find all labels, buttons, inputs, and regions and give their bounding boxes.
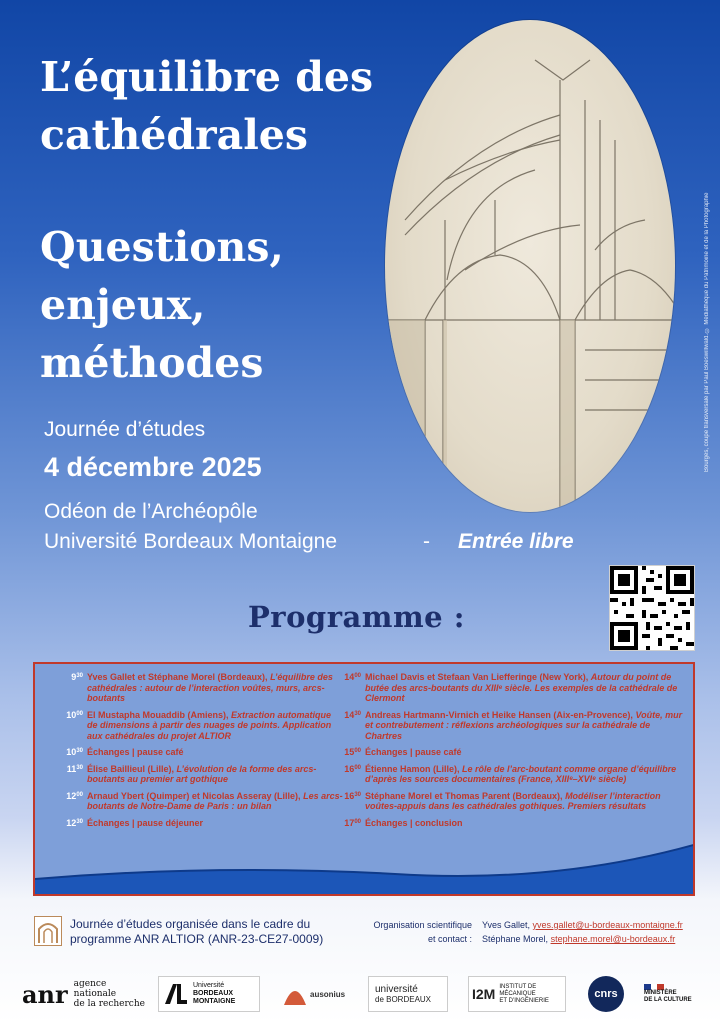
programme-afternoon [331, 672, 687, 834]
programme-slot: $12^{30}$ Échanges | pause déjeuner [66, 817, 204, 828]
ministere-culture-logo: MINISTÈRE DE LA CULTURE [644, 976, 700, 1012]
event-university: Université Bordeaux Montaigne [44, 530, 337, 553]
programme-morning [53, 672, 343, 834]
contact-label: Organisation scientifique et contact : [373, 920, 472, 944]
programme-title: Programme : [248, 600, 465, 634]
ub-logo: université de BORDEAUX [368, 976, 448, 1012]
event-separator: - [423, 530, 430, 553]
cathedral-section-image [385, 20, 675, 512]
event-kind: Journée d’études [44, 418, 206, 441]
ausonius-logo: ausonius [282, 976, 346, 1012]
qr-code-icon [610, 566, 694, 650]
event-free-entry: Entrée libre [458, 530, 574, 553]
programme-slot: $11^{30}$ Élise Baillieul (Lille), L’évolution de la forme des arcs-boutants au premier art gothique [66, 763, 317, 784]
event-date: 4 décembre 2025 [44, 452, 262, 482]
contact-row: Yves Gallet, yves.gallet@u-bordeaux-montaigne.fr [482, 920, 683, 930]
programme-slot: $17^{00}$ Échanges | conclusion [344, 817, 463, 828]
event-place: Odéon de l’Archéopôle [44, 500, 258, 523]
contact-row: Stéphane Morel, stephane.morel@u-bordeaux.fr [482, 934, 676, 944]
image-credit: Bourges, coupe transversale par Paul Boeswillwald. © Médiathèque du Patrimoine et de la Photographie [704, 192, 710, 472]
cnrs-logo: cnrs [586, 976, 626, 1012]
programme-slot: $15^{00}$ Échanges | pause café [344, 747, 462, 757]
programme-slot: $12^{00}$ Arnaud Ybert (Quimper) et Nicolas Asseray (Lille), Les arcs-boutants de Notre-Dame de Paris : un bilan [66, 790, 343, 811]
programme-box [33, 662, 695, 896]
poster-subtitle: Questions, enjeux, méthodes [40, 223, 284, 387]
programme-slot: $14^{00}$ Michael Davis et Stefaan Van Liefferinge (New York), Autour du point de butée des arcs-boutants du XIIIᵉ siècle. Les exemples de la cathédrale de Clermont [344, 672, 678, 703]
programme-slot: $9^{30}$ Yves Gallet et Stéphane Morel (Bordeaux), L’équilibre des cathédrales : autour de l’interaction voûtes, murs, arcs-boutants [71, 672, 333, 703]
programme-slot: $10^{00}$ El Mustapha Mouaddib (Amiens), Extraction automatique de dimensions à partir des nuages de points. Application aux cathédrales du projet ALTIOR [66, 709, 332, 741]
altior-arch-icon [35, 917, 61, 945]
programme-slot: $10^{30}$ Échanges | pause café [66, 747, 184, 757]
anr-logo: anr agence nationale de la recherche [22, 979, 145, 1009]
ausonius-mark-icon [282, 981, 308, 1007]
altior-logo [34, 916, 62, 946]
anr-mark: anr [22, 979, 68, 1009]
poster-title: L’équilibre des cathédrales [40, 53, 374, 159]
organisation-text: Journée d’études organisée dans le cadre du programme ANR ALTIOR (ANR-23-CE27-0009) [70, 917, 324, 946]
programme-slot: $14^{30}$ Andreas Hartmann-Virnich et Heike Hansen (Aix-en-Provence), Voûte, mur et contrebutement : réflexions archéologiques sur la cathédrale de Chartres [344, 709, 683, 741]
programme-slot: $16^{00}$ Étienne Hamon (Lille), Le rôle de l’arc-boutant comme organe d’équilibre d’après les sources documentaires (France, XIIIᵉ–XVIᵉ siècle) [344, 763, 677, 784]
contact-email-link[interactable]: stephane.morel@u-bordeaux.fr [550, 934, 676, 944]
programme-slot: $16^{30}$ Stéphane Morel et Thomas Parent (Bordeaux), Modéliser l’interaction voûtes-appuis dans les cathédrales gothiques. Premiers résultats [344, 790, 661, 811]
i2m-logo: I2M INSTITUT DE MÉCANIQUE ET D’INGÉNIERIE [468, 976, 566, 1012]
contact-list [482, 918, 714, 946]
ubm-mark-icon [163, 983, 189, 1005]
cathedral-drawing [385, 20, 675, 512]
qr-code[interactable] [609, 565, 695, 651]
contact-email-link[interactable]: yves.gallet@u-bordeaux-montaigne.fr [532, 920, 683, 930]
ubm-logo: Université BORDEAUX MONTAIGNE [158, 976, 260, 1012]
